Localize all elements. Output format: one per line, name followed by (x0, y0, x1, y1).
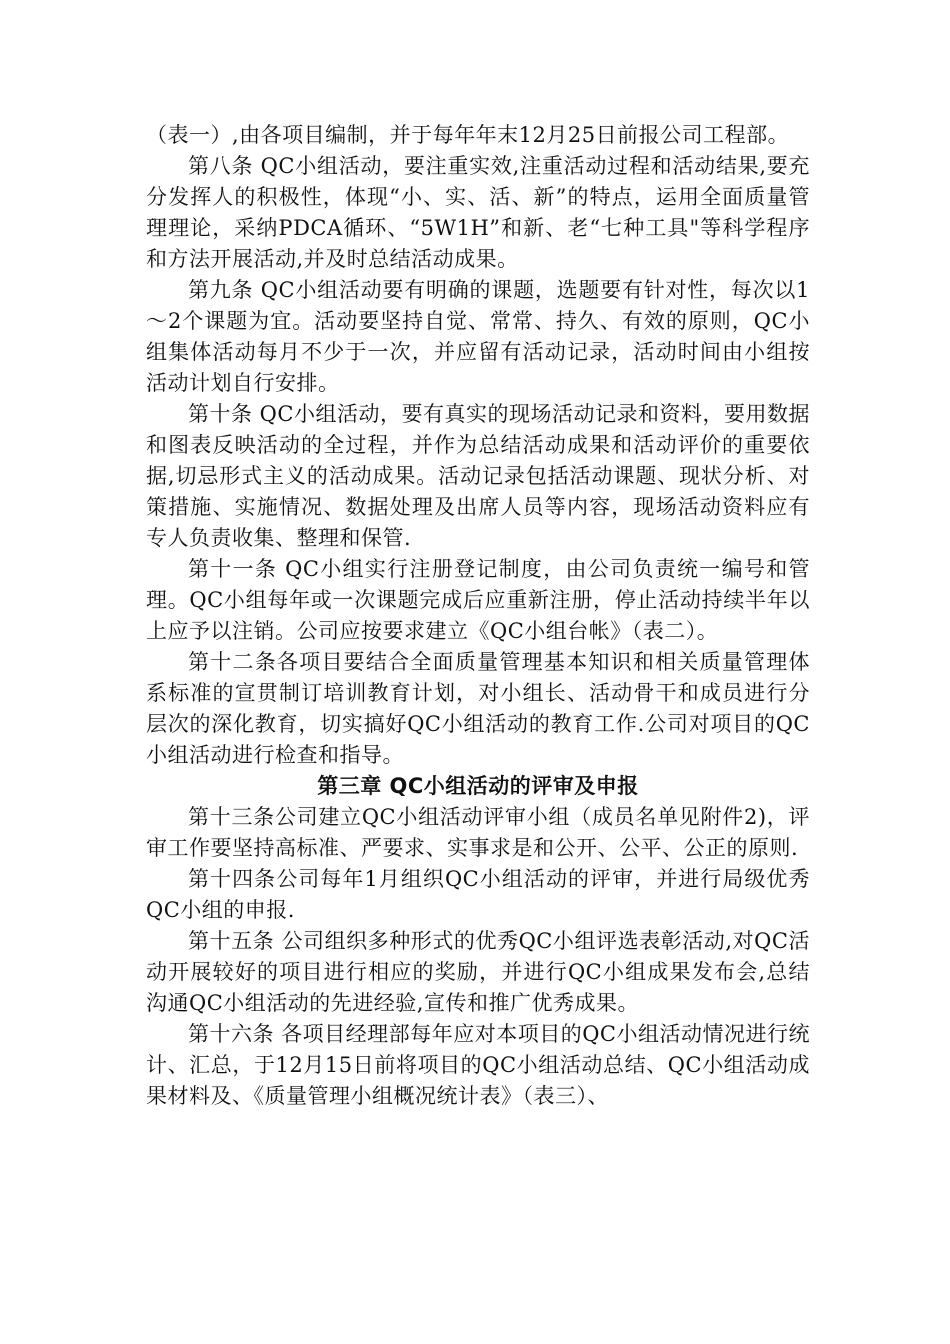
paragraph-article-15: 第十五条 公司组织多种形式的优秀QC小组评选表彰活动,对QC活动开展较好的项目进行相应的奖励，并进行QC小组成果发布会,总结沟通QC小组活动的先进经验,宣传和推广优秀成果。 (146, 929, 810, 1015)
paragraph-article-11: 第十一条 QC小组实行注册登记制度，由公司负责统一编号和管理。QC小组每年或一次课题完成后应重新注册，停止活动持续半年以上应予以注销。公司应按要求建立《QC小组台帐》（表二）。 (146, 557, 810, 643)
paragraph-article-13: 第十三条公司建立QC小组活动评审小组（成员名单见附件2)，评审工作要坚持高标准、严要求、实事求是和公开、公平、公正的原则. (146, 805, 810, 860)
chapter-title: 第三章 QC小组活动的评审及申报 (317, 774, 639, 798)
paragraph-article-8: 第八条 QC小组活动，要注重实效,注重活动过程和活动结果,要充分发挥人的积极性，体现“小、实、活、新”的特点，运用全面质量管理理论，采纳PDCA循环、“5W1H”和新、老“七种工具"等科学程序和方法开展活动,并及时总结活动成果。 (146, 154, 810, 271)
paragraph-article-10: 第十条 QC小组活动，要有真实的现场活动记录和资料，要用数据和图表反映活动的全过程，并作为总结活动成果和活动评价的重要依据,切忌形式主义的活动成果。活动记录包括活动课题、现状分析、对策措施、实施情况、数据处理及出席人员等内容，现场活动资料应有专人负责收集、整理和保管. (146, 402, 810, 550)
paragraph-article-9: 第九条 QC小组活动要有明确的课题，选题要有针对性，每次以1～2个课题为宜。活动要坚持自觉、常常、持久、有效的原则，QC小组集体活动每月不少于一次，并应留有活动记录，活动时间由小组按活动计划自行安排。 (146, 278, 810, 395)
paragraph-article-12: 第十二条各项目要结合全面质量管理基本知识和相关质量管理体系标准的宣贯制订培训教育计划，对小组长、活动骨干和成员进行分层次的深化教育，切实搞好QC小组活动的教育工作.公司对项目的QC小组活动进行检查和指导。 (146, 650, 810, 767)
document-body (146, 120, 810, 1112)
paragraph-article-16: 第十六条 各项目经理部每年应对本项目的QC小组活动情况进行统计、汇总，于12月15日前将项目的QC小组活动总结、QC小组活动成果材料及、《质量管理小组概况统计表》（表三）、 (146, 1022, 810, 1108)
paragraph-table-one-note: （表一）,由各项目编制，并于每年年末12月25日前报公司工程部。 (146, 123, 790, 147)
paragraph-article-14: 第十四条公司每年1月组织QC小组活动的评审，并进行局级优秀QC小组的申报. (146, 867, 810, 922)
